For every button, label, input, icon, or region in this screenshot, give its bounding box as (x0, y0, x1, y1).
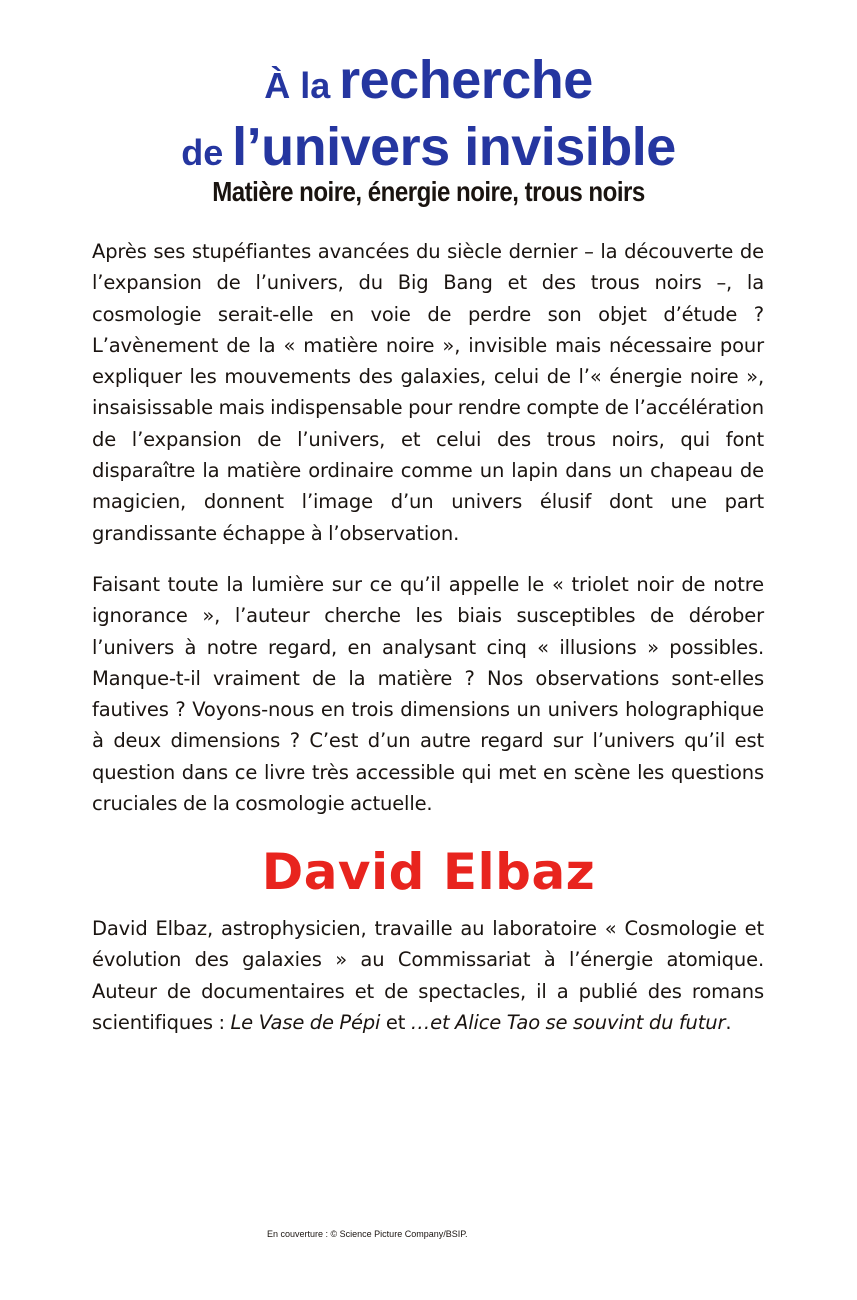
bio-text: David Elbaz, astrophysicien, travaille au laboratoire « Cosmologie et évolution des galaxies » au Commissariat à l’énergie atomique. Auteur de documentaires et de spectacles, il a publié des romans scientifiques : (92, 917, 764, 1034)
title-line-1 (0, 50, 857, 117)
book-title-2: …et Alice Tao se souvint du futur (410, 1010, 726, 1034)
author-bio (92, 913, 764, 1038)
bio-connector: et (380, 1010, 411, 1034)
title-big-word: l’univers invisible (232, 117, 676, 177)
book-title (0, 50, 857, 184)
title-small-word: de (181, 132, 224, 173)
title-small-word: À la (264, 65, 331, 106)
author-name: David Elbaz (261, 843, 596, 901)
summary-paragraph: Faisant toute la lumière sur ce qu’il appelle le « triolet noir de notre ignorance », l’auteur cherche les biais susceptibles de dérober l’univers à notre regard, en analysant cinq « illusions » possibles. Manque-t-il vraiment de la matière ? Nos observations sont-elles fautives ? Voyons-nous en trois dimensions un univers holographique à deux dimensions ? C’est d’un autre regard sur l’univers qu’il est question dans ce livre très accessible qui met en scène les questions cruciales de la cosmologie actuelle. (92, 573, 764, 816)
book-subtitle: Matière noire, énergie noire, trous noirs (212, 176, 645, 207)
title-line-2 (0, 117, 857, 184)
bio-end: . (725, 1010, 732, 1034)
title-big-word: recherche (339, 50, 593, 110)
summary-paragraph: Après ses stupéfiantes avancées du siècle dernier – la découverte de l’expansion de l’univers, du Big Bang et des trous noirs –, la cosmologie serait-elle en voie de perdre son objet d’étude ? L’avènement de la « matière noire », invisible mais nécessaire pour expliquer les mouvements des galaxies, celui de l’« énergie noire », insaisissable mais indispensable pour rendre compte de l’accélération de l’expansion de l’univers, et celui des trous noirs, qui font disparaître la matière ordinaire comme un lapin dans un chapeau de magicien, donnent l’image d’un univers élusif dont une part grandissante échappe à l’observation. (92, 240, 764, 545)
cover-credit: En couverture : © Science Picture Company/BSIP. (267, 1229, 468, 1239)
book-title-1: Le Vase de Pépi (230, 1010, 381, 1034)
